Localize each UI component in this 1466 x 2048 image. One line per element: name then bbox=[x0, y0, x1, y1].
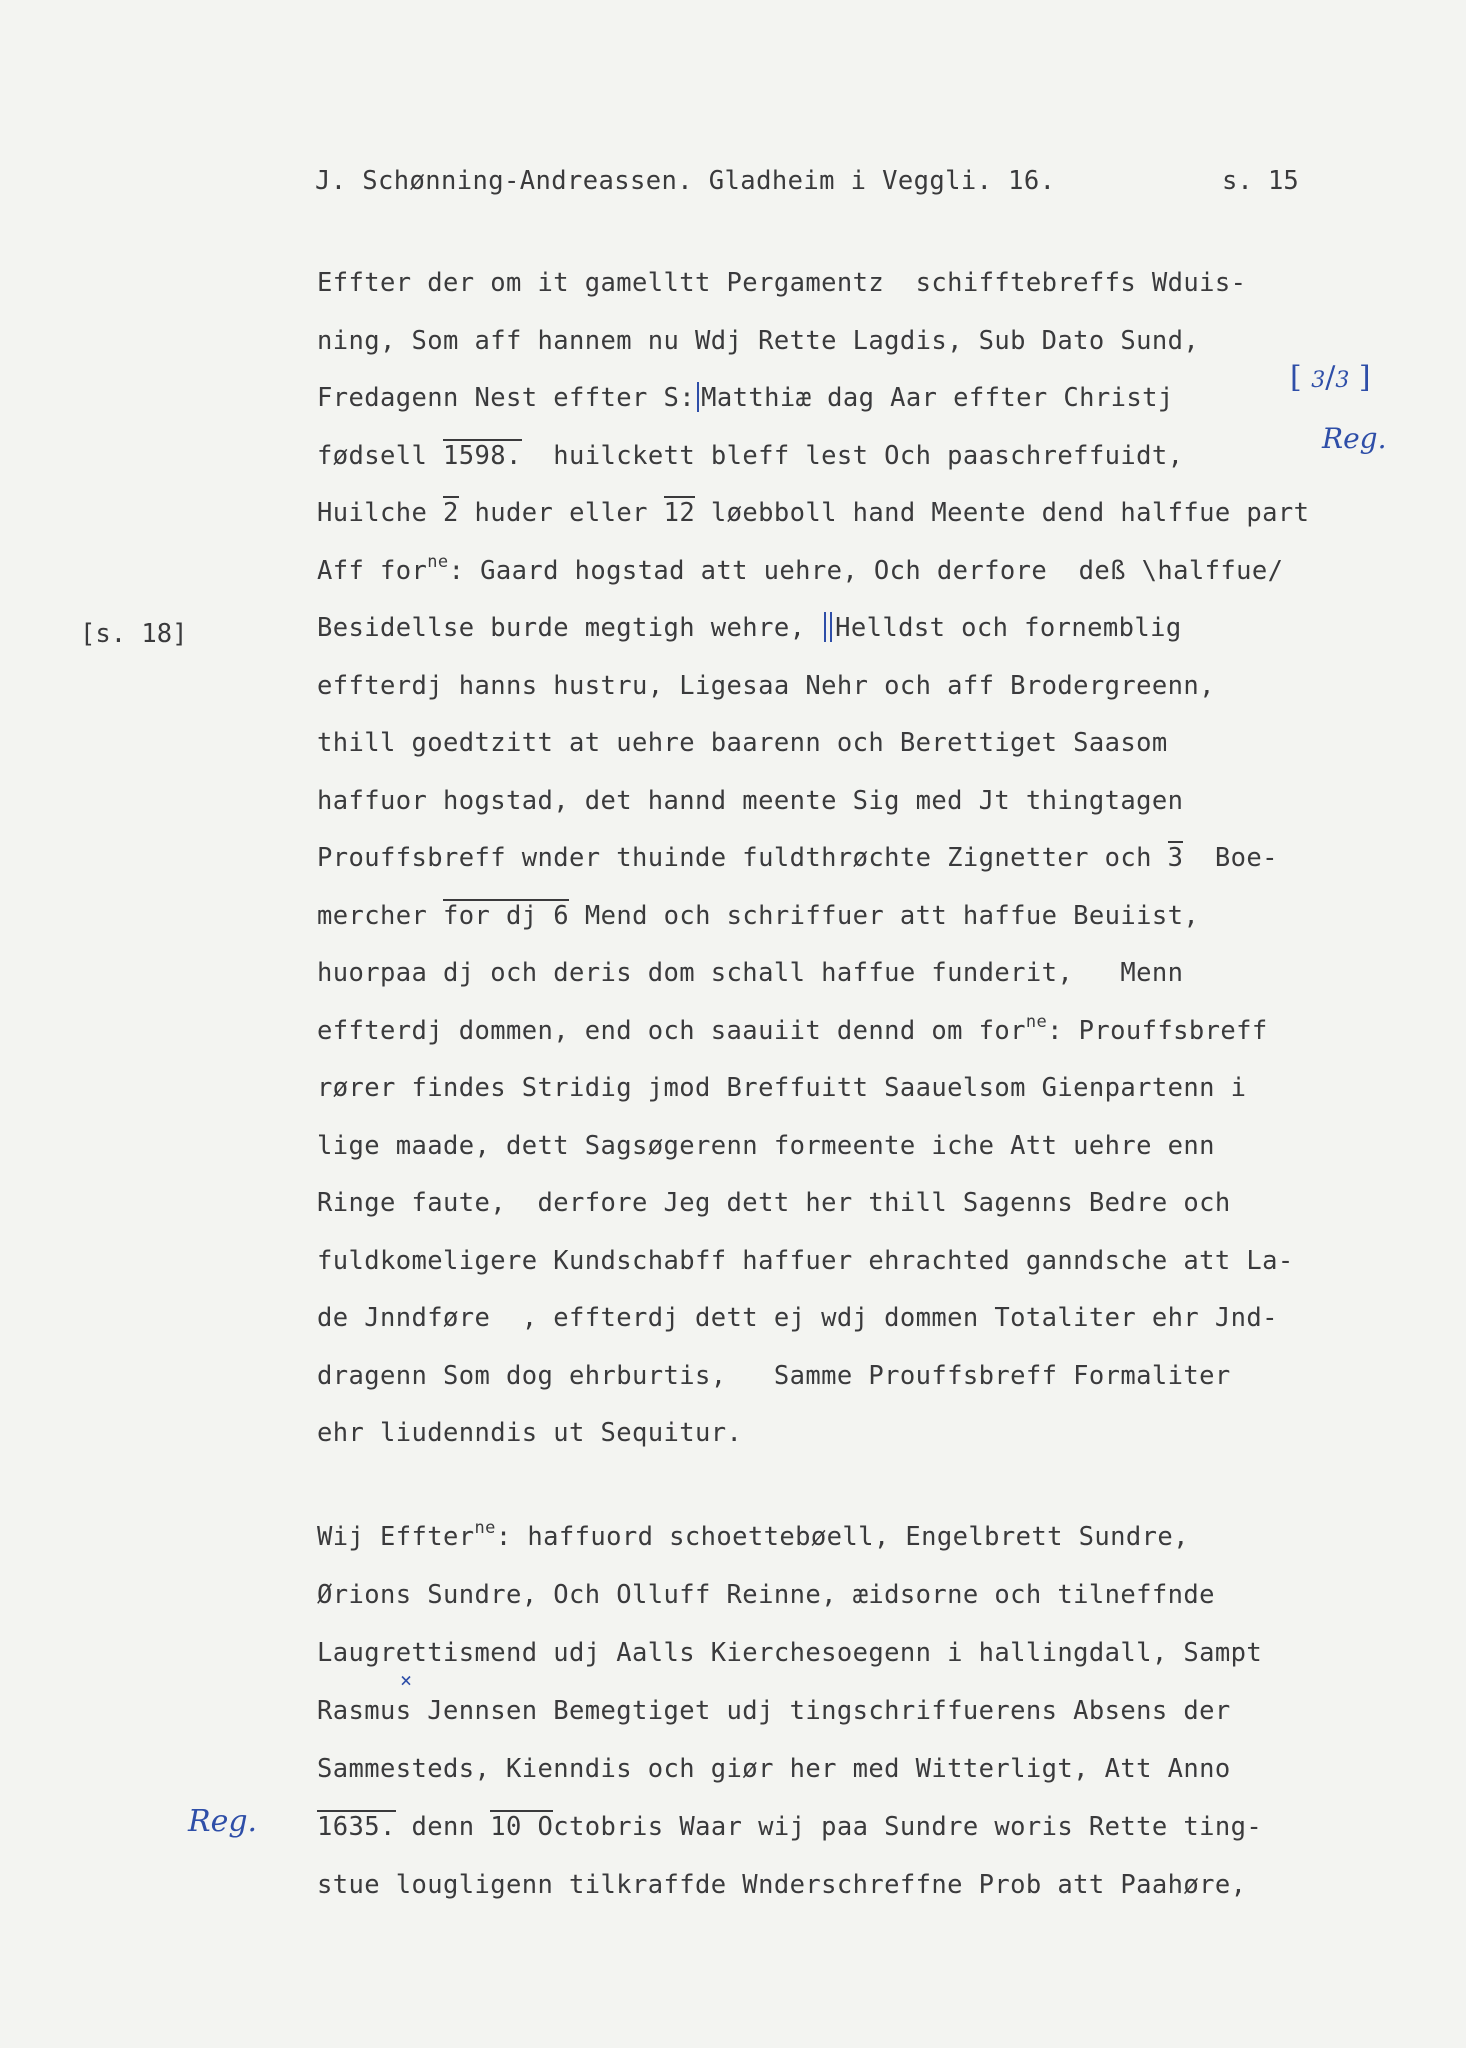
bracket-close: ] bbox=[1358, 360, 1371, 395]
text-line bbox=[317, 370, 1309, 428]
overlined-year: 1635. bbox=[317, 1812, 396, 1842]
handwritten-reg-note-bottom: Reg. bbox=[188, 1804, 258, 1839]
text-segment: Fredagenn Nest effter S: bbox=[317, 383, 696, 413]
text-line bbox=[317, 830, 1309, 888]
page-break-mark bbox=[824, 612, 832, 642]
fraction-denominator: 3 bbox=[1335, 368, 1350, 393]
text-line: rører findes Stridig jmod Breffuitt Saauelsom Gienpartenn i bbox=[317, 1073, 1247, 1103]
text-line bbox=[317, 1508, 1262, 1566]
text-line: lige maade, dett Sagsøgerenn formeente iche Att uehre enn bbox=[317, 1130, 1215, 1161]
margin-page-reference: [s. 18] bbox=[80, 619, 188, 649]
overlined-number: 2 bbox=[443, 498, 459, 528]
text-segment: : Prouffsbreff bbox=[1047, 1015, 1268, 1046]
text-line: de Jnndføre , effterdj dett ej wdj dommen Totaliter ehr Jnd- bbox=[317, 1303, 1278, 1333]
text-line: Ringe faute, derfore Jeg dett her thill Sagenns Bedre och bbox=[317, 1188, 1231, 1218]
text-line: huorpaa dj och deris dom schall haffue funderit, Menn bbox=[317, 958, 1184, 988]
page-header: J. Schønning-Andreassen. Gladheim i Veggli. 16. bbox=[315, 166, 1056, 196]
text-line: ehr liudenndis ut Sequitur. bbox=[317, 1418, 743, 1448]
text-line: Ørions Sundre, Och Olluff Reinne, æidsorne och tilneffnde bbox=[317, 1580, 1215, 1610]
text-segment: løebboll hand Meente dend halffue part bbox=[695, 498, 1310, 528]
insertion-mark bbox=[697, 382, 699, 412]
text-line: ning, Som aff hannem nu Wdj Rette Lagdis, Sub Dato Sund, bbox=[317, 325, 1200, 356]
text-line: effterdj hanns hustru, Ligesaa Nehr och aff Brodergreenn, bbox=[317, 670, 1215, 701]
text-line: stue lougligenn tilkraffde Wnderschreffne Prob att Paahøre, bbox=[317, 1870, 1247, 1900]
overlined-number: 12 bbox=[663, 498, 696, 528]
overlined-year: 1598. bbox=[443, 440, 522, 471]
text-segment: : haffuord schoettebøell, Engelbrett Sundre, bbox=[495, 1522, 1189, 1552]
text-line: Effter der om it gamelltt Pergamentz schifftebreffs Wduis- bbox=[317, 268, 1247, 298]
text-line: dragenn Som dog ehrburtis, Samme Prouffsbreff Formaliter bbox=[317, 1360, 1231, 1391]
text-line: fuldkomeligere Kundschabff haffuer ehrachted ganndsche att La- bbox=[317, 1245, 1294, 1276]
text-segment: effterdj dommen, end och saauiit dennd om for bbox=[317, 1015, 1026, 1046]
page-number: s. 15 bbox=[1222, 166, 1299, 196]
text-line: Sammesteds, Kienndis och giør her med Witterligt, Att Anno bbox=[317, 1754, 1231, 1784]
overlined-text: for dj 6 bbox=[443, 900, 570, 931]
superscript: ne bbox=[427, 551, 449, 572]
superscript: ne bbox=[1025, 1011, 1048, 1032]
text-line: Rasmus Jennsen Bemegtiget udj tingschriffuerens Absens der bbox=[317, 1696, 1231, 1726]
text-segment: fødsell bbox=[317, 440, 444, 471]
text-segment: Besidellse burde megtigh wehre, bbox=[317, 613, 822, 643]
text-line bbox=[317, 485, 1309, 543]
text-line bbox=[317, 428, 1309, 486]
handwritten-fraction-note: [ 3/3 ] bbox=[1290, 360, 1371, 395]
text-segment: Prouffsbreff wnder thuinde fuldthrøchte Zignetter och bbox=[317, 843, 1168, 873]
fraction-numerator: 3 bbox=[1311, 368, 1326, 393]
overlined-number: 3 bbox=[1167, 843, 1184, 873]
text-segment: huilckett bleff lest Och paaschreffuidt, bbox=[521, 440, 1184, 471]
bracket-open: [ bbox=[1290, 360, 1302, 395]
text-segment: Huilche bbox=[317, 498, 444, 528]
text-line: haffuor hogstad, det hannd meente Sig med Jt thingtagen bbox=[317, 785, 1184, 816]
text-line bbox=[317, 543, 1309, 601]
text-line bbox=[317, 888, 1309, 946]
text-segment: Mend och schriffuer att haffue Beuiist, bbox=[569, 900, 1200, 931]
text-line bbox=[317, 600, 1309, 658]
text-segment: : Gaard hogstad att uehre, Och derfore deß \halffue/ bbox=[448, 555, 1284, 586]
text-segment: Helldst och fornemblig bbox=[835, 613, 1182, 643]
text-segment: Matthiæ dag Aar effter Christj bbox=[701, 383, 1174, 413]
text-line: Laugrettismend udj Aalls Kierchesoegenn i hallingdall, Sampt bbox=[317, 1638, 1263, 1668]
handwritten-reg-note-top: Reg. bbox=[1322, 422, 1387, 455]
text-line bbox=[317, 1798, 1262, 1856]
handwritten-x-mark: × bbox=[400, 1668, 413, 1692]
text-line: thill goedtzitt at uehre baarenn och Berettiget Saasom bbox=[317, 728, 1168, 758]
text-segment: ctobris Waar wij paa Sundre woris Rette ting- bbox=[553, 1812, 1263, 1842]
text-segment: Aff for bbox=[317, 555, 428, 586]
paragraph-1 bbox=[317, 255, 1309, 1463]
text-segment: Boe- bbox=[1183, 843, 1278, 873]
text-segment: mercher bbox=[317, 900, 444, 931]
text-segment: Wij Effter bbox=[317, 1522, 475, 1552]
paragraph-2 bbox=[317, 1508, 1262, 1914]
text-line bbox=[317, 1003, 1309, 1061]
text-segment: denn bbox=[395, 1812, 491, 1842]
text-segment: huder eller bbox=[458, 498, 664, 528]
overlined-date: 10 O bbox=[490, 1812, 554, 1842]
superscript: ne bbox=[474, 1518, 496, 1538]
